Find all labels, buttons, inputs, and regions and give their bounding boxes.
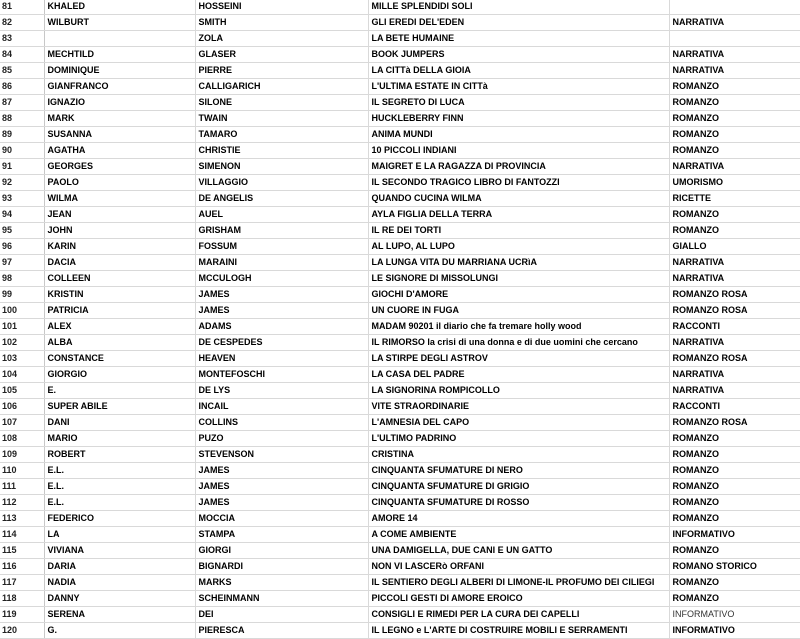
genre-cell[interactable]: ROMANZO	[669, 495, 800, 511]
row-number-cell: 81	[0, 0, 44, 15]
first-name-cell[interactable]: E.L.	[44, 479, 195, 495]
first-name-cell[interactable]: E.L.	[44, 463, 195, 479]
book-title-cell[interactable]: CINQUANTA SFUMATURE DI NERO	[368, 463, 669, 479]
row-number-cell: 108	[0, 431, 44, 447]
first-name-cell[interactable]: DANI	[44, 415, 195, 431]
surname-cell[interactable]: PUZO	[195, 431, 368, 447]
first-name-cell[interactable]: AGATHA	[44, 143, 195, 159]
first-name-cell[interactable]: LA	[44, 527, 195, 543]
surname-cell[interactable]: TWAIN	[195, 111, 368, 127]
surname-cell[interactable]: DE LYS	[195, 383, 368, 399]
row-number-cell: 112	[0, 495, 44, 511]
first-name-cell[interactable]: PAOLO	[44, 175, 195, 191]
table-row	[0, 127, 800, 143]
genre-cell[interactable]: NARRATIVA	[669, 47, 800, 63]
surname-cell[interactable]: SMITH	[195, 15, 368, 31]
first-name-cell[interactable]: E.	[44, 383, 195, 399]
row-number-cell: 84	[0, 47, 44, 63]
first-name-cell[interactable]: CONSTANCE	[44, 351, 195, 367]
surname-cell[interactable]: AUEL	[195, 207, 368, 223]
table-row	[0, 431, 800, 447]
surname-cell[interactable]: JAMES	[195, 463, 368, 479]
book-title-cell[interactable]: AMORE 14	[368, 511, 669, 527]
genre-cell[interactable]: INFORMATIVO	[669, 527, 800, 543]
table-row	[0, 143, 800, 159]
first-name-cell[interactable]: SERENA	[44, 607, 195, 623]
surname-cell[interactable]: SILONE	[195, 95, 368, 111]
genre-cell[interactable]: ROMANZO	[669, 223, 800, 239]
surname-cell[interactable]: ADAMS	[195, 319, 368, 335]
book-title-cell[interactable]: IL SECONDO TRAGICO LIBRO DI FANTOZZI	[368, 175, 669, 191]
first-name-cell[interactable]: MARIO	[44, 431, 195, 447]
table-row	[0, 191, 800, 207]
row-number-cell: 120	[0, 623, 44, 639]
table-row	[0, 495, 800, 511]
first-name-cell[interactable]: GIORGIO	[44, 367, 195, 383]
row-number-cell: 106	[0, 399, 44, 415]
surname-cell[interactable]: MARKS	[195, 575, 368, 591]
book-title-cell[interactable]: MILLE SPLENDIDI SOLI	[368, 0, 669, 15]
table-row	[0, 559, 800, 575]
surname-cell[interactable]: GRISHAM	[195, 223, 368, 239]
genre-cell[interactable]: ROMANZO	[669, 127, 800, 143]
first-name-cell[interactable]	[44, 31, 195, 47]
genre-cell[interactable]: ROMANZO	[669, 463, 800, 479]
surname-cell[interactable]: PIERRE	[195, 63, 368, 79]
book-title-cell[interactable]: CRISTINA	[368, 447, 669, 463]
genre-cell[interactable]	[669, 31, 800, 47]
first-name-cell[interactable]: FEDERICO	[44, 511, 195, 527]
book-title-cell[interactable]: LA LUNGA VITA DU MARRIANA UCRìA	[368, 255, 669, 271]
row-number-cell: 100	[0, 303, 44, 319]
genre-cell[interactable]: NARRATIVA	[669, 159, 800, 175]
surname-cell[interactable]: DE CESPEDES	[195, 335, 368, 351]
table-row	[0, 0, 800, 15]
genre-cell[interactable]: NARRATIVA	[669, 63, 800, 79]
surname-cell[interactable]: GIORGI	[195, 543, 368, 559]
first-name-cell[interactable]: KHALED	[44, 0, 195, 15]
book-title-cell[interactable]: BOOK JUMPERS	[368, 47, 669, 63]
surname-cell[interactable]: CALLIGARICH	[195, 79, 368, 95]
first-name-cell[interactable]: DOMINIQUE	[44, 63, 195, 79]
book-title-cell[interactable]: LA CITTà DELLA GIOIA	[368, 63, 669, 79]
genre-cell[interactable]: RACCONTI	[669, 399, 800, 415]
genre-cell[interactable]: ROMANZO ROSA	[669, 303, 800, 319]
genre-cell[interactable]	[669, 0, 800, 15]
row-number-cell: 107	[0, 415, 44, 431]
book-title-cell[interactable]: CINQUANTA SFUMATURE DI ROSSO	[368, 495, 669, 511]
book-title-cell[interactable]: LA BETE HUMAINE	[368, 31, 669, 47]
first-name-cell[interactable]: DANNY	[44, 591, 195, 607]
table-row	[0, 319, 800, 335]
table-row	[0, 207, 800, 223]
table-row	[0, 591, 800, 607]
first-name-cell[interactable]: WILBURT	[44, 15, 195, 31]
genre-cell[interactable]: NARRATIVA	[669, 335, 800, 351]
book-title-cell[interactable]: 10 PICCOLI INDIANI	[368, 143, 669, 159]
table-row	[0, 447, 800, 463]
genre-cell[interactable]: ROMANZO ROSA	[669, 287, 800, 303]
book-title-cell[interactable]: L'AMNESIA DEL CAPO	[368, 415, 669, 431]
first-name-cell[interactable]: MARK	[44, 111, 195, 127]
genre-cell[interactable]: ROMANZO	[669, 575, 800, 591]
surname-cell[interactable]: INCAIL	[195, 399, 368, 415]
row-number-cell: 119	[0, 607, 44, 623]
book-title-cell[interactable]: NON VI LASCERò ORFANI	[368, 559, 669, 575]
table-row	[0, 287, 800, 303]
book-title-cell[interactable]: LA STIRPE DEGLI ASTROV	[368, 351, 669, 367]
genre-cell[interactable]: RACCONTI	[669, 319, 800, 335]
table-row	[0, 95, 800, 111]
first-name-cell[interactable]: KRISTIN	[44, 287, 195, 303]
book-title-cell[interactable]: PICCOLI GESTI DI AMORE EROICO	[368, 591, 669, 607]
row-number-cell: 118	[0, 591, 44, 607]
book-title-cell[interactable]: VITE STRAORDINARIE	[368, 399, 669, 415]
first-name-cell[interactable]: GIANFRANCO	[44, 79, 195, 95]
book-title-cell[interactable]: GLI EREDI DEL'EDEN	[368, 15, 669, 31]
surname-cell[interactable]: VILLAGGIO	[195, 175, 368, 191]
surname-cell[interactable]: JAMES	[195, 287, 368, 303]
surname-cell[interactable]: FOSSUM	[195, 239, 368, 255]
book-title-cell[interactable]: IL RE DEI TORTI	[368, 223, 669, 239]
book-title-cell[interactable]: HUCKLEBERRY FINN	[368, 111, 669, 127]
row-number-cell: 82	[0, 15, 44, 31]
genre-cell[interactable]: ROMANZO	[669, 591, 800, 607]
genre-cell[interactable]: ROMANZO	[669, 431, 800, 447]
first-name-cell[interactable]: G.	[44, 623, 195, 639]
row-number-cell: 83	[0, 31, 44, 47]
surname-cell[interactable]: TAMARO	[195, 127, 368, 143]
surname-cell[interactable]: SCHEINMANN	[195, 591, 368, 607]
genre-cell[interactable]: ROMANZO	[669, 207, 800, 223]
row-number-cell: 98	[0, 271, 44, 287]
genre-cell[interactable]: NARRATIVA	[669, 271, 800, 287]
book-title-cell[interactable]: QUANDO CUCINA WILMA	[368, 191, 669, 207]
surname-cell[interactable]: HEAVEN	[195, 351, 368, 367]
first-name-cell[interactable]: ALBA	[44, 335, 195, 351]
first-name-cell[interactable]: PATRICIA	[44, 303, 195, 319]
table-row	[0, 511, 800, 527]
book-title-cell[interactable]: UN CUORE IN FUGA	[368, 303, 669, 319]
genre-cell[interactable]: ROMANZO	[669, 79, 800, 95]
book-title-cell[interactable]: AL LUPO, AL LUPO	[368, 239, 669, 255]
table-row	[0, 159, 800, 175]
table-row	[0, 383, 800, 399]
first-name-cell[interactable]: ROBERT	[44, 447, 195, 463]
row-number-cell: 113	[0, 511, 44, 527]
surname-cell[interactable]: SIMENON	[195, 159, 368, 175]
genre-cell[interactable]: ROMANZO	[669, 111, 800, 127]
row-number-cell: 114	[0, 527, 44, 543]
book-title-cell[interactable]: IL SENTIERO DEGLI ALBERI DI LIMONE-IL PROFUMO DEI CILIEGI	[368, 575, 669, 591]
first-name-cell[interactable]: SUSANNA	[44, 127, 195, 143]
genre-cell[interactable]: NARRATIVA	[669, 255, 800, 271]
table-row	[0, 399, 800, 415]
book-title-cell[interactable]: IL LEGNO e L'ARTE DI COSTRUIRE MOBILI E SERRAMENTI	[368, 623, 669, 639]
book-title-cell[interactable]: A COME AMBIENTE	[368, 527, 669, 543]
table-row	[0, 15, 800, 31]
surname-cell[interactable]: JAMES	[195, 303, 368, 319]
genre-cell[interactable]: INFORMATIVO	[669, 607, 800, 623]
table-row	[0, 31, 800, 47]
row-number-cell: 116	[0, 559, 44, 575]
book-title-cell[interactable]: LE SIGNORE DI MISSOLUNGI	[368, 271, 669, 287]
row-number-cell: 92	[0, 175, 44, 191]
table-row	[0, 479, 800, 495]
table-row	[0, 111, 800, 127]
row-number-cell: 97	[0, 255, 44, 271]
row-number-cell: 90	[0, 143, 44, 159]
table-row	[0, 415, 800, 431]
book-title-cell[interactable]: CINQUANTA SFUMATURE DI GRIGIO	[368, 479, 669, 495]
first-name-cell[interactable]: NADIA	[44, 575, 195, 591]
first-name-cell[interactable]: JEAN	[44, 207, 195, 223]
surname-cell[interactable]: PIERESCA	[195, 623, 368, 639]
row-number-cell: 91	[0, 159, 44, 175]
row-number-cell: 96	[0, 239, 44, 255]
table-row	[0, 79, 800, 95]
book-title-cell[interactable]: LA CASA DEL PADRE	[368, 367, 669, 383]
surname-cell[interactable]: MCCULOGH	[195, 271, 368, 287]
genre-cell[interactable]: ROMANZO	[669, 543, 800, 559]
surname-cell[interactable]: JAMES	[195, 495, 368, 511]
genre-cell[interactable]: ROMANZO	[669, 143, 800, 159]
row-number-cell: 111	[0, 479, 44, 495]
book-title-cell[interactable]: UNA DAMIGELLA, DUE CANI E UN GATTO	[368, 543, 669, 559]
table-row	[0, 63, 800, 79]
row-number-cell: 115	[0, 543, 44, 559]
table-row	[0, 623, 800, 639]
row-number-cell: 105	[0, 383, 44, 399]
table-row	[0, 175, 800, 191]
book-title-cell[interactable]: MAIGRET E LA RAGAZZA DI PROVINCIA	[368, 159, 669, 175]
table-row	[0, 223, 800, 239]
genre-cell[interactable]: ROMANZO ROSA	[669, 351, 800, 367]
genre-cell[interactable]: ROMANZO	[669, 511, 800, 527]
row-number-cell: 88	[0, 111, 44, 127]
genre-cell[interactable]: ROMANZO	[669, 479, 800, 495]
first-name-cell[interactable]: DARIA	[44, 559, 195, 575]
book-title-cell[interactable]: L'ULTIMA ESTATE IN CITTà	[368, 79, 669, 95]
genre-cell[interactable]: NARRATIVA	[669, 383, 800, 399]
row-number-cell: 102	[0, 335, 44, 351]
surname-cell[interactable]: COLLINS	[195, 415, 368, 431]
row-number-cell: 110	[0, 463, 44, 479]
row-number-cell: 109	[0, 447, 44, 463]
row-number-cell: 86	[0, 79, 44, 95]
row-number-cell: 87	[0, 95, 44, 111]
surname-cell[interactable]: JAMES	[195, 479, 368, 495]
surname-cell[interactable]: STAMPA	[195, 527, 368, 543]
row-number-cell: 117	[0, 575, 44, 591]
book-title-cell[interactable]: LA SIGNORINA ROMPICOLLO	[368, 383, 669, 399]
genre-cell[interactable]: ROMANZO	[669, 447, 800, 463]
surname-cell[interactable]: MONTEFOSCHI	[195, 367, 368, 383]
table-row	[0, 47, 800, 63]
first-name-cell[interactable]: ALEX	[44, 319, 195, 335]
first-name-cell[interactable]: E.L.	[44, 495, 195, 511]
first-name-cell[interactable]: KARIN	[44, 239, 195, 255]
table-row	[0, 335, 800, 351]
genre-cell[interactable]: NARRATIVA	[669, 15, 800, 31]
book-title-cell[interactable]: L'ULTIMO PADRINO	[368, 431, 669, 447]
genre-cell[interactable]: ROMANZO ROSA	[669, 415, 800, 431]
row-number-cell: 89	[0, 127, 44, 143]
first-name-cell[interactable]: COLLEEN	[44, 271, 195, 287]
surname-cell[interactable]: MOCCIA	[195, 511, 368, 527]
book-title-cell[interactable]: AYLA FIGLIA DELLA TERRA	[368, 207, 669, 223]
book-title-cell[interactable]: MADAM 90201 il diario che fa tremare holly wood	[368, 319, 669, 335]
table-row	[0, 255, 800, 271]
genre-cell[interactable]: ROMANZO	[669, 95, 800, 111]
surname-cell[interactable]: DEI	[195, 607, 368, 623]
genre-cell[interactable]: ROMANO STORICO	[669, 559, 800, 575]
row-number-cell: 99	[0, 287, 44, 303]
table-row	[0, 527, 800, 543]
row-number-cell: 94	[0, 207, 44, 223]
first-name-cell[interactable]: VIVIANA	[44, 543, 195, 559]
table-row	[0, 543, 800, 559]
surname-cell[interactable]: CHRISTIE	[195, 143, 368, 159]
genre-cell[interactable]: INFORMATIVO	[669, 623, 800, 639]
genre-cell[interactable]: NARRATIVA	[669, 367, 800, 383]
table-row	[0, 303, 800, 319]
first-name-cell[interactable]: WILMA	[44, 191, 195, 207]
genre-cell[interactable]: GIALLO	[669, 239, 800, 255]
table-row	[0, 271, 800, 287]
book-title-cell[interactable]: IL SEGRETO DI LUCA	[368, 95, 669, 111]
first-name-cell[interactable]: GEORGES	[44, 159, 195, 175]
book-title-cell[interactable]: CONSIGLI E RIMEDI PER LA CURA DEI CAPELLI	[368, 607, 669, 623]
book-title-cell[interactable]: GIOCHI D'AMORE	[368, 287, 669, 303]
row-number-cell: 103	[0, 351, 44, 367]
first-name-cell[interactable]: MECHTILD	[44, 47, 195, 63]
surname-cell[interactable]: GLASER	[195, 47, 368, 63]
row-number-cell: 101	[0, 319, 44, 335]
first-name-cell[interactable]: IGNAZIO	[44, 95, 195, 111]
surname-cell[interactable]: DE ANGELIS	[195, 191, 368, 207]
first-name-cell[interactable]: SUPER ABILE	[44, 399, 195, 415]
genre-cell[interactable]: RICETTE	[669, 191, 800, 207]
table-row	[0, 239, 800, 255]
surname-cell[interactable]: BIGNARDI	[195, 559, 368, 575]
book-title-cell[interactable]: IL RIMORSO la crisi di una donna e di due uomini che cercano	[368, 335, 669, 351]
row-number-cell: 85	[0, 63, 44, 79]
table-row	[0, 607, 800, 623]
table-row	[0, 575, 800, 591]
row-number-cell: 93	[0, 191, 44, 207]
table-row	[0, 367, 800, 383]
surname-cell[interactable]: ZOLA	[195, 31, 368, 47]
row-number-cell: 95	[0, 223, 44, 239]
table-row	[0, 351, 800, 367]
row-number-cell: 104	[0, 367, 44, 383]
first-name-cell[interactable]: JOHN	[44, 223, 195, 239]
first-name-cell[interactable]: DACIA	[44, 255, 195, 271]
genre-cell[interactable]: UMORISMO	[669, 175, 800, 191]
surname-cell[interactable]: STEVENSON	[195, 447, 368, 463]
book-title-cell[interactable]: ANIMA MUNDI	[368, 127, 669, 143]
surname-cell[interactable]: MARAINI	[195, 255, 368, 271]
surname-cell[interactable]: HOSSEINI	[195, 0, 368, 15]
